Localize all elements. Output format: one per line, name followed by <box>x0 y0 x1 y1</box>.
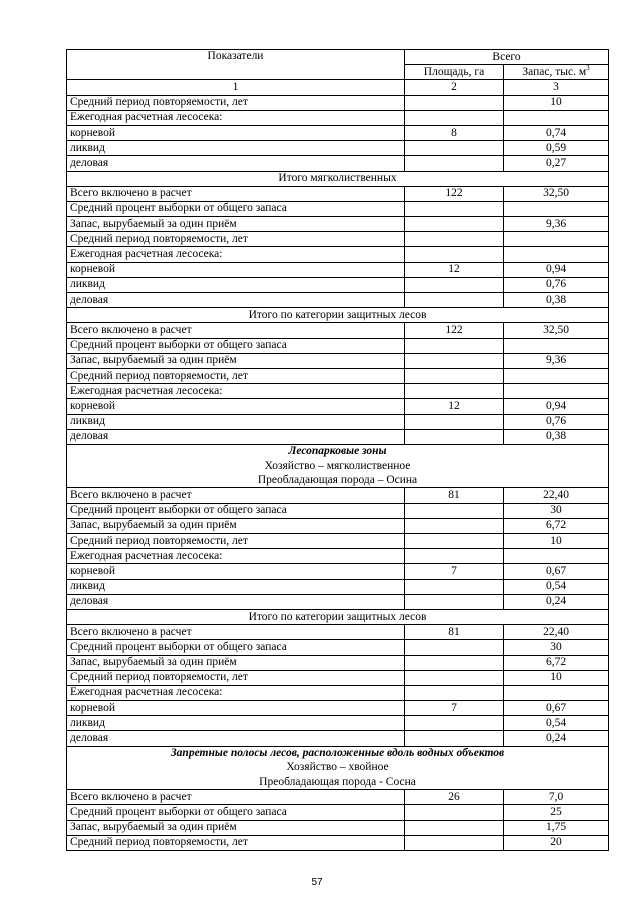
area-cell: 122 <box>405 186 504 201</box>
area-cell <box>405 293 504 308</box>
area-cell <box>405 141 504 156</box>
stock-cell: 0,38 <box>504 429 609 444</box>
indicator-cell: деловая <box>67 731 405 746</box>
indicator-cell: Ежегодная расчетная лесосека: <box>67 549 405 564</box>
stock-cell: 0,54 <box>504 716 609 731</box>
stock-cell: 25 <box>504 805 609 820</box>
indicator-cell: корневой <box>67 564 405 579</box>
table-row <box>67 186 609 201</box>
table-row <box>67 701 609 716</box>
area-cell <box>405 655 504 670</box>
area-cell <box>405 594 504 609</box>
table-row <box>67 488 609 503</box>
table-row <box>67 368 609 383</box>
indicator-cell: деловая <box>67 156 405 171</box>
indicator-cell: Средний процент выборки от общего запаса <box>67 338 405 353</box>
area-cell <box>405 685 504 700</box>
stock-cell: 0,76 <box>504 277 609 292</box>
indicator-cell: Всего включено в расчет <box>67 323 405 338</box>
area-cell <box>405 247 504 262</box>
indicator-cell: Средний период повторяемости, лет <box>67 368 405 383</box>
table-row <box>67 277 609 292</box>
indicator-cell: Всего включено в расчет <box>67 186 405 201</box>
header-stock <box>504 65 609 80</box>
section-row <box>67 444 609 459</box>
stock-cell: 10 <box>504 670 609 685</box>
indicator-cell: ликвид <box>67 716 405 731</box>
indicator-cell: Всего включено в расчет <box>67 488 405 503</box>
indicator-cell: Запас, вырубаемый за один приём <box>67 353 405 368</box>
table-row <box>67 353 609 368</box>
area-cell <box>405 534 504 549</box>
indicator-cell: Запас, вырубаемый за один приём <box>67 820 405 835</box>
indicator-cell: Средний процент выборки от общего запаса <box>67 805 405 820</box>
table-row <box>67 293 609 308</box>
area-cell <box>405 716 504 731</box>
area-cell <box>405 805 504 820</box>
stock-cell: 0,59 <box>504 141 609 156</box>
section-row <box>67 171 609 186</box>
table-row <box>67 247 609 262</box>
table-row <box>67 655 609 670</box>
column-number-3: 3 <box>504 80 609 95</box>
indicator-cell: деловая <box>67 293 405 308</box>
column-number-1: 1 <box>67 80 405 95</box>
section-row <box>67 761 609 775</box>
table-row <box>67 685 609 700</box>
indicator-cell: ликвид <box>67 414 405 429</box>
table-row <box>67 549 609 564</box>
area-cell <box>405 579 504 594</box>
table-row <box>67 232 609 247</box>
section-title: Лесопарковые зоны <box>67 444 609 459</box>
stock-cell: 6,72 <box>504 518 609 533</box>
table-row <box>67 805 609 820</box>
indicator-cell: Ежегодная расчетная лесосека: <box>67 685 405 700</box>
table-row <box>67 716 609 731</box>
stock-cell: 0,76 <box>504 414 609 429</box>
area-cell <box>405 835 504 850</box>
indicator-cell: Средний период повторяемости, лет <box>67 232 405 247</box>
stock-cell <box>504 110 609 125</box>
table-row <box>67 518 609 533</box>
stock-cell: 0,67 <box>504 701 609 716</box>
indicator-cell: Запас, вырубаемый за один приём <box>67 655 405 670</box>
indicator-cell: Средний процент выборки от общего запаса <box>67 201 405 216</box>
area-cell: 81 <box>405 625 504 640</box>
area-cell: 12 <box>405 399 504 414</box>
table-row <box>67 262 609 277</box>
area-cell: 122 <box>405 323 504 338</box>
table-row <box>67 835 609 850</box>
area-cell: 8 <box>405 125 504 140</box>
stock-cell: 32,50 <box>504 323 609 338</box>
area-cell <box>405 338 504 353</box>
indicator-cell: корневой <box>67 262 405 277</box>
header-area: Площадь, га <box>405 65 504 80</box>
area-cell <box>405 731 504 746</box>
indicator-cell: Средний период повторяемости, лет <box>67 95 405 110</box>
table-row <box>67 323 609 338</box>
area-cell: 26 <box>405 790 504 805</box>
table-row <box>67 110 609 125</box>
area-cell <box>405 640 504 655</box>
section-row <box>67 609 609 624</box>
indicator-cell: Всего включено в расчет <box>67 625 405 640</box>
indicator-cell: ликвид <box>67 579 405 594</box>
indicator-cell: корневой <box>67 701 405 716</box>
table-row <box>67 125 609 140</box>
section-title: Итого по категории защитных лесов <box>67 308 609 323</box>
indicator-cell: деловая <box>67 429 405 444</box>
indicator-cell: корневой <box>67 125 405 140</box>
header-row-1 <box>67 50 609 65</box>
area-cell: 7 <box>405 564 504 579</box>
stock-cell: 0,94 <box>504 399 609 414</box>
table-row <box>67 414 609 429</box>
stock-cell: 22,40 <box>504 488 609 503</box>
stock-cell: 9,36 <box>504 217 609 232</box>
area-cell <box>405 518 504 533</box>
table-row <box>67 790 609 805</box>
column-number-row <box>67 80 609 95</box>
section-title: Запретные полосы лесов, расположенные вдоль водных объектов <box>67 746 609 761</box>
indicator-cell: Средний процент выборки от общего запаса <box>67 503 405 518</box>
indicator-cell: Средний период повторяемости, лет <box>67 835 405 850</box>
area-cell <box>405 414 504 429</box>
section-title: Преобладающая порода – Осина <box>67 473 609 488</box>
table-row <box>67 670 609 685</box>
area-cell <box>405 353 504 368</box>
section-title: Хозяйство – хвойное <box>67 761 609 775</box>
stock-cell: 7,0 <box>504 790 609 805</box>
section-row <box>67 775 609 790</box>
table-row <box>67 640 609 655</box>
stock-cell <box>504 247 609 262</box>
stock-cell <box>504 549 609 564</box>
table-row <box>67 217 609 232</box>
indicator-cell: Ежегодная расчетная лесосека: <box>67 247 405 262</box>
table-row <box>67 534 609 549</box>
area-cell <box>405 670 504 685</box>
stock-cell: 32,50 <box>504 186 609 201</box>
header-stock-sup: 3 <box>586 64 590 72</box>
area-cell <box>405 503 504 518</box>
indicator-cell: Запас, вырубаемый за один приём <box>67 518 405 533</box>
forest-calculation-table <box>66 49 609 851</box>
indicator-cell: Ежегодная расчетная лесосека: <box>67 110 405 125</box>
indicator-cell: ликвид <box>67 277 405 292</box>
stock-cell <box>504 384 609 399</box>
table-row <box>67 594 609 609</box>
area-cell <box>405 368 504 383</box>
table-row <box>67 399 609 414</box>
stock-cell <box>504 201 609 216</box>
stock-cell: 20 <box>504 835 609 850</box>
area-cell <box>405 277 504 292</box>
stock-cell: 0,24 <box>504 731 609 746</box>
indicator-cell: ликвид <box>67 141 405 156</box>
table-row <box>67 579 609 594</box>
indicator-cell: деловая <box>67 594 405 609</box>
page-number: 57 <box>311 877 323 888</box>
stock-cell: 0,67 <box>504 564 609 579</box>
stock-cell: 30 <box>504 640 609 655</box>
stock-cell: 9,36 <box>504 353 609 368</box>
section-row <box>67 459 609 473</box>
stock-cell: 10 <box>504 534 609 549</box>
table-row <box>67 503 609 518</box>
area-cell <box>405 549 504 564</box>
indicator-cell: Средний период повторяемости, лет <box>67 534 405 549</box>
table-row <box>67 201 609 216</box>
stock-cell: 0,38 <box>504 293 609 308</box>
section-title: Преобладающая порода - Сосна <box>67 775 609 790</box>
section-row <box>67 308 609 323</box>
table-row <box>67 384 609 399</box>
area-cell <box>405 384 504 399</box>
header-total: Всего <box>405 50 609 65</box>
table-row <box>67 156 609 171</box>
section-title: Итого мягколиственных <box>67 171 609 186</box>
stock-cell <box>504 232 609 247</box>
table-row <box>67 338 609 353</box>
stock-cell: 0,74 <box>504 125 609 140</box>
indicator-cell: Средний процент выборки от общего запаса <box>67 640 405 655</box>
section-title: Итого по категории защитных лесов <box>67 609 609 624</box>
indicator-cell: Средний период повторяемости, лет <box>67 670 405 685</box>
table-row <box>67 820 609 835</box>
table-row <box>67 731 609 746</box>
area-cell: 81 <box>405 488 504 503</box>
table-row <box>67 95 609 110</box>
table-row <box>67 141 609 156</box>
area-cell <box>405 217 504 232</box>
section-title: Хозяйство – мягколиственное <box>67 459 609 473</box>
indicator-cell: Всего включено в расчет <box>67 790 405 805</box>
area-cell <box>405 232 504 247</box>
area-cell <box>405 429 504 444</box>
stock-cell: 0,54 <box>504 579 609 594</box>
stock-cell: 1,75 <box>504 820 609 835</box>
indicator-cell: корневой <box>67 399 405 414</box>
stock-cell: 0,94 <box>504 262 609 277</box>
stock-cell: 10 <box>504 95 609 110</box>
table-row <box>67 625 609 640</box>
table-body <box>67 50 609 851</box>
indicator-cell: Ежегодная расчетная лесосека: <box>67 384 405 399</box>
stock-cell <box>504 338 609 353</box>
area-cell <box>405 201 504 216</box>
stock-cell: 6,72 <box>504 655 609 670</box>
indicator-cell: Запас, вырубаемый за один приём <box>67 217 405 232</box>
area-cell <box>405 156 504 171</box>
section-row <box>67 746 609 761</box>
table-row <box>67 429 609 444</box>
area-cell <box>405 820 504 835</box>
column-number-2: 2 <box>405 80 504 95</box>
stock-cell <box>504 685 609 700</box>
area-cell: 12 <box>405 262 504 277</box>
section-row <box>67 473 609 488</box>
stock-cell: 30 <box>504 503 609 518</box>
area-cell: 7 <box>405 701 504 716</box>
header-indicators: Показатели <box>67 50 405 80</box>
header-stock-text: Запас, тыс. м <box>522 65 587 78</box>
stock-cell: 22,40 <box>504 625 609 640</box>
stock-cell: 0,27 <box>504 156 609 171</box>
table-row <box>67 564 609 579</box>
stock-cell: 0,24 <box>504 594 609 609</box>
area-cell <box>405 110 504 125</box>
stock-cell <box>504 368 609 383</box>
area-cell <box>405 95 504 110</box>
